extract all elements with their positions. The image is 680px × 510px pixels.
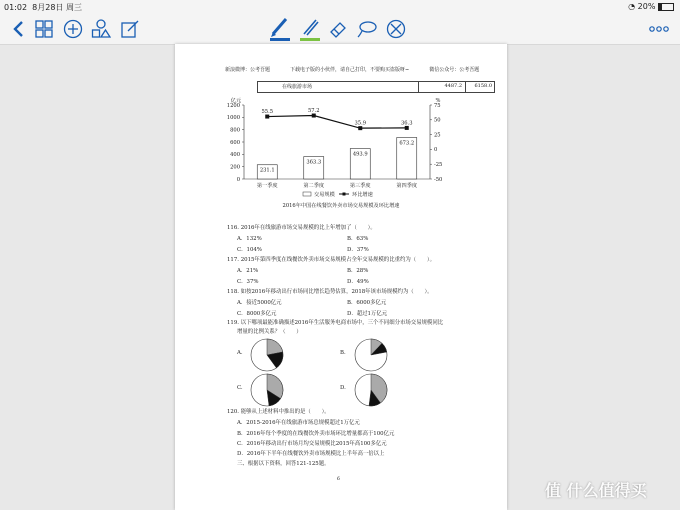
bar-value-label: 363.3 [306, 159, 322, 166]
line-point [312, 114, 316, 118]
y-tick-label-left: 0 [236, 176, 240, 183]
y-tick-label-left: 1000 [226, 115, 240, 122]
line-point [265, 115, 269, 119]
q120-option-b: B．2016年每个季度的在线餐饮外卖市场环比增量都高于100亿元 [237, 431, 395, 437]
status-time-date: 01:02 8月28日 周三 [4, 3, 82, 12]
q116-option-c: C．104% [237, 247, 262, 253]
close-icon[interactable] [385, 18, 407, 40]
table-cell-label: 在线旅游市场 [281, 84, 312, 90]
q120-text: 120. 能够从上述材料中推出的是（ ）。 [227, 409, 330, 415]
q118-option-a: A．接近5000亿元 [237, 300, 282, 306]
edit-icon[interactable] [119, 18, 141, 40]
bar-value-label: 493.9 [352, 151, 368, 158]
table-cell-value-2: 6158.0 [474, 83, 492, 89]
line-point [358, 126, 362, 130]
legend-line-marker [343, 193, 346, 196]
q116-option-d: D．37% [347, 247, 369, 253]
chart-title: 2016年中国在线餐饮外卖市场交易规模及环比增速 [282, 203, 400, 209]
y-tick-label-right: -25 [434, 162, 443, 168]
add-icon[interactable] [62, 18, 84, 40]
q116-option-a: A．132% [237, 236, 262, 242]
x-tick-label: 第二季度 [303, 183, 325, 189]
growth-rate-line [267, 116, 407, 129]
y-tick-label-left: 400 [230, 152, 240, 159]
page-number: 6 [337, 477, 340, 482]
y-axis-label-left: 亿元 [230, 98, 242, 104]
back-icon[interactable] [8, 18, 30, 40]
status-bar [0, 0, 680, 14]
wifi-icon: ◔ [628, 2, 636, 11]
q120-option-a: A．2015-2016年在线旅游市场总规模超过1万亿元 [237, 420, 360, 426]
q119-option-a: A. [237, 350, 243, 356]
y-axis-label-right: % [435, 98, 441, 104]
y-tick-label-right: 0 [434, 147, 438, 154]
q117-option-b: B．28% [347, 268, 369, 274]
legend-line-label: 环比增速 [352, 192, 373, 198]
pie-chart-b [353, 337, 389, 373]
line-value-label: 36.3 [400, 120, 413, 127]
legend-bar-swatch [303, 192, 311, 196]
grid-icon[interactable] [33, 18, 55, 40]
q118-text: 118. 如按2016年移动出行市场同比增长趋势估算，2018年该市场规模约为（ ）。 [227, 289, 433, 295]
y-tick-label-left: 200 [230, 164, 240, 171]
battery-icon [658, 3, 674, 11]
q117-option-a: A．21% [237, 268, 259, 274]
y-tick-label-right: -50 [434, 176, 443, 183]
q117-option-c: C．37% [237, 279, 259, 285]
pen-icon[interactable] [268, 18, 292, 40]
q117-text: 117. 2015年第四季度在线餐饮外卖市场交易规模占全年交易规模的比重约为（ ）。 [227, 257, 436, 263]
q120-option-c: C．2016年移动出行市场月均交易规模比2015年高100多亿元 [237, 441, 387, 447]
y-tick-label-left: 600 [230, 139, 240, 146]
y-tick-label-right: 50 [434, 117, 441, 124]
q119-text: 119. 以下哪项最能准确描述2016年生活服务电商市场中，三个不同细分市场交易规模同比 [227, 320, 444, 326]
q119-option-d: D. [340, 385, 346, 391]
section-3-heading: 三、根据以下资料，回答121-125题。 [237, 461, 330, 467]
line-value-label: 55.5 [261, 109, 274, 116]
x-tick-label: 第四季度 [396, 183, 418, 189]
bar-line-chart [175, 96, 507, 221]
document-page[interactable] [175, 44, 507, 510]
y-tick-label-right: 75 [434, 102, 441, 109]
more-icon[interactable] [648, 18, 670, 40]
q117-option-d: D．49% [347, 279, 369, 285]
page-header: 新浪微博：公考吾题 下载电子版的小伙伴，请自己打印，不要购买盗版呀~ 微信公众号：公考吾题 [225, 67, 480, 73]
q120-option-d: D．2016年下半年在线餐饮外卖市场规模比上半年高一倍以上 [237, 451, 385, 457]
bar-value-label: 673.2 [399, 140, 415, 147]
q118-option-d: D．超过1万亿元 [347, 311, 388, 317]
data-table-row [257, 81, 495, 93]
line-value-label: 57.2 [307, 108, 320, 115]
bar-value-label: 231.1 [259, 167, 275, 174]
status-right [628, 2, 674, 11]
pie-chart-c [249, 372, 285, 408]
y-tick-label-left: 1200 [226, 102, 240, 109]
q116-text: 116. 2016年在线旅游市场交易规模的比上年增加了（ ）。 [227, 225, 376, 231]
eraser-icon[interactable] [327, 18, 349, 40]
legend-bar-label: 交易规模 [314, 192, 335, 198]
x-tick-label: 第一季度 [256, 183, 278, 189]
y-tick-label-right: 25 [434, 132, 441, 139]
table-cell-value-1: 4487.2 [444, 83, 462, 89]
lasso-icon[interactable] [356, 18, 378, 40]
pie-chart-d [353, 372, 389, 408]
q116-option-b: B．63% [347, 236, 369, 242]
line-value-label: 35.9 [354, 120, 367, 127]
q118-option-c: C．8000多亿元 [237, 311, 277, 317]
highlighter-icon[interactable] [298, 18, 322, 40]
y-tick-label-left: 800 [230, 127, 240, 134]
watermark-logo [545, 478, 675, 502]
line-point [405, 126, 409, 130]
battery-percent: 20% [637, 2, 656, 11]
watermark-text: 值 什么值得买 [545, 481, 647, 500]
q118-option-b: B．6000多亿元 [347, 300, 387, 306]
q119-option-b: B. [340, 350, 346, 356]
pie-chart-a [249, 337, 285, 373]
toolbar [0, 14, 680, 45]
q119-option-c: C. [237, 385, 243, 391]
x-tick-label: 第三季度 [349, 183, 371, 189]
shapes-icon[interactable] [90, 18, 112, 40]
q119-text-line2: 增量的比例关系？（ ） [237, 329, 302, 335]
